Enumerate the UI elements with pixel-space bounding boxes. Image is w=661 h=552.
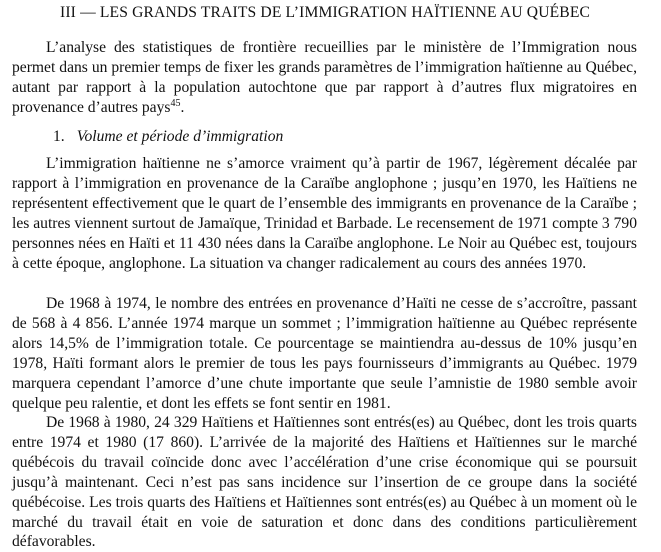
intro-end: . bbox=[180, 98, 185, 116]
intro-text: L’analyse des statistiques de frontière recueillies par le ministère de l’Immigration nous permet dans un premier temps de fixer les grands paramètres de l’immigration haïtienne au Québec, autant par rapport à la population autochtone que par rapport à d’autres flux migratoires en provenance d’autres pays bbox=[12, 39, 637, 116]
section-heading: III — LES GRANDS TRAITS DE L’IMMIGRATION HAÏTIENNE AU QUÉBEC bbox=[60, 4, 591, 21]
intro-paragraph bbox=[12, 38, 637, 118]
footnote-marker[interactable]: 45 bbox=[170, 97, 181, 109]
paragraph-growth-1968-1974: De 1968 à 1974, le nombre des entrées en provenance d’Haïti ne cesse de s’accroître, passant de 568 à 4 856. L’année 1974 marque un sommet ; l’immigration haïtienne au Québec représente alors 14,5% de l’immigration totale. Ce pourcentage se maintiendra au-dessus de 10% jusqu’en 1978, Haïti formant alors le premier de tous les pays fournisseurs d’immigrants au Québec. 1979 marquera cependant l’amorce d’une chute importante que seule l’amnistie de 1980 semble avoir quelque peu ralentie, et dont les effets se font sentir en 1981. bbox=[12, 295, 637, 412]
paragraph-start-of-immigration: L’immigration haïtienne ne s’amorce vraiment qu’à partir de 1967, légèrement décalée par rapport à l’immigration en provenance de la Caraïbe anglophone ; jusqu’en 1970, les Haïtiens ne représentent effectivement que le quart de l’ensemble des immigrants en provenance de la Caraïbe ; les autres viennent surtout de Jamaïque, Trinidad et Barbade. Le recensement de 1971 compte 3 790 personnes nées en Haïti et 11 430 nées dans la Caraïbe anglophone. Le Noir au Québec est, toujours à cette époque, anglophone. La situation va changer radicalement au cours des années 1970. bbox=[12, 155, 637, 272]
subsection-number: 1. bbox=[53, 128, 65, 145]
subsection-title: Volume et période d’immigration bbox=[76, 128, 284, 145]
subsection-heading bbox=[53, 127, 283, 147]
paragraph-totals-1968-1980: De 1968 à 1980, 24 329 Haïtiens et Haïtiennes sont entrés(es) au Québec, dont les trois quarts entre 1974 et 1980 (17 860). L’arrivée de la majorité des Haïtiens et Haïtiennes sur le marché québécois du travail coïncide donc avec l’accélération d’une crise économique qui se poursuit jusqu’à maintenant. Ceci n’est pas sans incidence sur l’insertion de ce groupe dans la société québécoise. Les trois quarts des Haïtiens et Haïtiennes sont entrés(es) au Québec à un moment où le marché du travail était en voie de saturation et donc dans des conditions particulièrement défavorables. bbox=[12, 414, 637, 551]
